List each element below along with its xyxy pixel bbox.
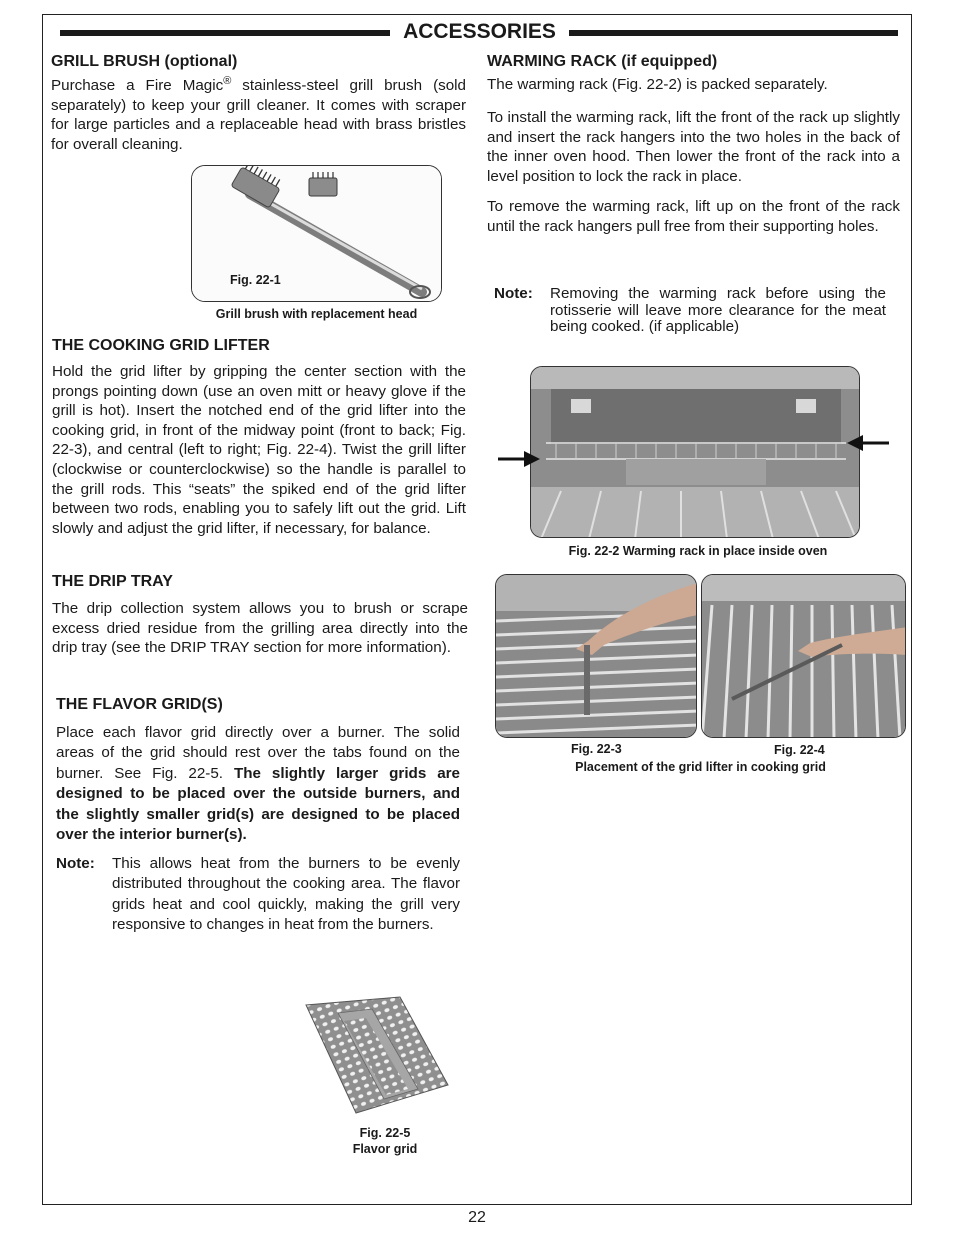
flavor-grid-text: Place each flavor grid directly over a burner. The solid areas of the grid should rest over the tabs found on the burner. See Fig. 22-5. The slightly larger grids are designed to be placed over the outside burners, and the slightly smaller grid(s) are designed to be placed over the interior burner(s). — [56, 724, 460, 844]
fig-22-4-label: Fig. 22-4 — [774, 743, 825, 757]
page-title: ACCESSORIES — [403, 20, 556, 43]
lifter-figs-caption: Placement of the grid lifter in cooking grid — [575, 760, 826, 774]
grid-lifter-text: Hold the grid lifter by gripping the center section with the prongs pointing down (use an oven mitt or heavy glove if the grill is hot). Insert the notched end of the grid lifter into the cooking grid, in front of the midway point (front to back; Fig. 22-3), and central (left to right; Fig. 22-4). Twist the grill lifter (clockwise or counterclockwise) so the handle is parallel to the grill rods. This “seats” the spiked end of the grid lifter between two rods, enabling you to safely lift out the grid. Lift slowly and adjust the grid lifter, if necessary, for balance. — [52, 363, 466, 537]
drip-tray-heading: THE DRIP TRAY — [52, 573, 173, 590]
warming-rack-note — [494, 286, 886, 346]
note-text: This allows heat from the burners to be evenly distributed throughout the cooking area. The flavor grids heat and cool quickly, making the grill very responsive to changes in heat from the burners. — [112, 855, 460, 934]
registered-mark: ® — [223, 75, 232, 87]
drip-tray-text: The drip collection system allows you to brush or scrape excess dried residue from the grilling area directly into the drip tray (see the DRIP TRAY section for more information). — [52, 600, 468, 657]
warming-rack-p2: To install the warming rack, lift the front of the rack up slightly and insert the rack hangers into the two holes in the back of the inner oven hood. Then lower the front of the rack into a level position to lock the rack in place. — [487, 109, 900, 185]
oven-illustration — [531, 367, 860, 538]
grill-brush-text: Purchase a Fire Magic® stainless-steel grill brush (sold separately) to keep your grill cleaner. It comes with scraper for large particles and a replaceable head with brass bristles for overall cleaning. — [51, 75, 466, 153]
flavor-grid-heading: THE FLAVOR GRID(S) — [56, 696, 223, 713]
flavor-grid-illustration — [300, 995, 452, 1117]
section-banner — [60, 20, 898, 46]
grid-lifter-side-photo — [701, 574, 906, 738]
warming-rack-photo — [530, 366, 860, 538]
warming-rack-p3: To remove the warming rack, lift up on the front of the rack until the rack hangers pull free from their supporting holes. — [487, 198, 900, 235]
fig-22-5-caption: Flavor grid — [352, 1142, 418, 1156]
fig-22-2-caption: Fig. 22-2 Warming rack in place inside oven — [568, 544, 828, 558]
page-number: 22 — [468, 1209, 486, 1226]
note-label: Note: — [494, 285, 533, 302]
warming-rack-heading: WARMING RACK (if equipped) — [487, 53, 718, 70]
banner-rule-right — [569, 30, 898, 36]
flavor-grid-note — [56, 854, 460, 958]
fig-22-1-label: Fig. 22-1 — [230, 273, 281, 287]
arrow-left-icon — [847, 432, 891, 454]
note-label: Note: — [56, 855, 95, 872]
banner-rule-left — [60, 30, 390, 36]
note-text: Removing the warming rack before using the rotisserie will leave more clearance for the meat being cooked. (if applicable) — [550, 285, 886, 335]
grid-lifter-side-illustration — [702, 575, 906, 738]
fig-22-1-caption: Grill brush with replacement head — [215, 307, 418, 321]
grid-lifter-front-photo — [495, 574, 697, 738]
grid-lifter-heading: THE COOKING GRID LIFTER — [52, 337, 270, 354]
grid-lifter-front-illustration — [496, 575, 697, 738]
fig-22-5-label: Fig. 22-5 — [359, 1126, 411, 1140]
grill-brush-photo — [191, 165, 442, 302]
fig-22-3-label: Fig. 22-3 — [571, 742, 622, 756]
grill-brush-heading: GRILL BRUSH (optional) — [51, 53, 238, 70]
warming-rack-p1: The warming rack (Fig. 22-2) is packed separately. — [487, 76, 828, 93]
arrow-right-icon — [496, 448, 542, 470]
